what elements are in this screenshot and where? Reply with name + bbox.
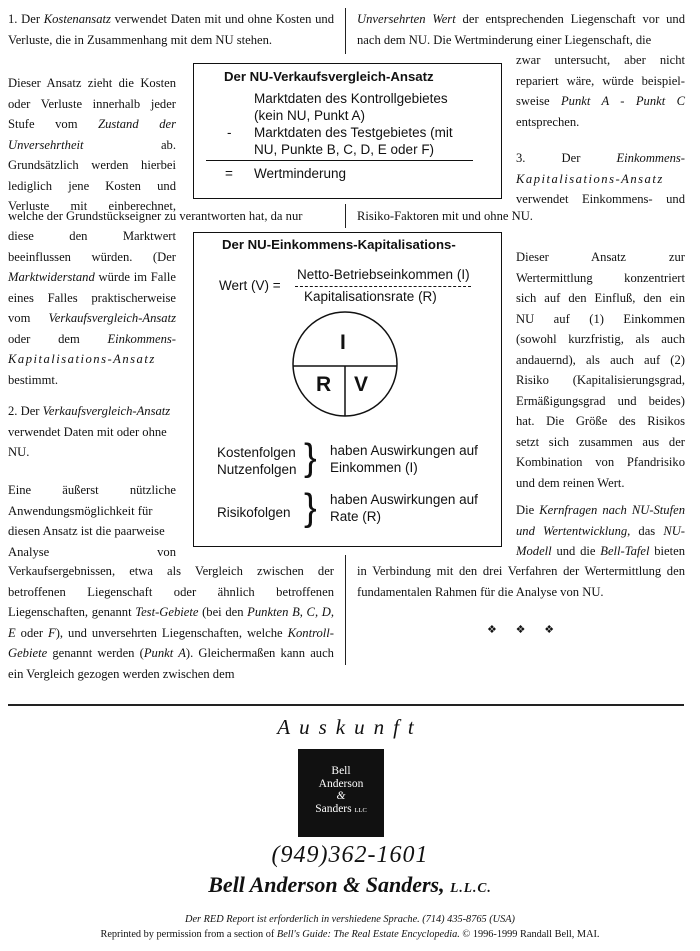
circle-label-r: R (316, 373, 332, 396)
footer-divider (8, 704, 684, 706)
box1-result: Wertminderung (254, 166, 347, 181)
column-divider-top (345, 8, 346, 54)
left-paragraph-2a: Dieser Ansatz zieht die Kosten oder Verluste innerhalb jeder Stufe vom Zustand der Unversehrtheit ab. Grundsätzlich werden hierbei lediglich jene Kosten und Verluste mit einberechnet, (8, 76, 176, 213)
box1-line4: NU, Punkte B, C, D, E oder F) (254, 142, 435, 157)
box1-line1: Marktdaten des Kontrollgebietes (254, 91, 448, 106)
right-paragraph-2b: Risiko-Faktoren mit und ohne NU. (357, 209, 533, 223)
right-paragraph-1: Unversehrten Wert der entsprechenden Liegenschaft vor und nach dem NU. Die Wertminderung einer Liegenschaft, die (357, 12, 686, 47)
rate-effect-line1: haben Auswirkungen auf (330, 492, 478, 507)
right-paragraph-1b: zwar untersucht, aber nicht repariert wäre, würde beispiel- sweise Punkt A - Punkt C entsprechen. (516, 53, 685, 129)
left-paragraph-2c: diese den Marktwert beeinflussen würden. (Der Marktwiderstand würde im Falle eines Falles praktischerweise vom Verkaufsvergleich-Ansatz oder dem Einkommens- Kapitalisations-Ansatz bestimmt. (8, 229, 176, 387)
left-paragraph-4a: Eine äußerst nützliche Anwendungsmöglichkeit für diesen Ansatz ist die paarweise Analyse von (8, 483, 176, 559)
left-paragraph-1: 1. Der Kostenansatz verwendet Daten mit und ohne Kosten und Verluste, die in Zusammenhang mit dem NU stehen. (8, 12, 334, 47)
left-paragraph-4b: Verkaufsergebnissen, etwa als Vergleich zwischen der betroffenen Liegenschaft oder ähnlich betroffenen Liegenschaften, genannt Test-Gebiete (bei den Punkten B, C, D, E oder F), und unversehrten Liegenschaften, welche Kontroll-Gebiete genannt werden (Punkt A). Gleichermaßen kann auch ein Vergleich gezogen werden zwischen dem (8, 564, 334, 681)
company-name: Bell Anderson & Sanders, L.L.C. (208, 872, 492, 897)
box1-title: Der NU-Verkaufsvergleich-Ansatz (224, 69, 434, 84)
box1-minus: - (227, 125, 232, 140)
brace-2: } (304, 487, 317, 529)
cost-consequences-label: Kostenfolgen (217, 445, 296, 460)
footer-note-2: Reprinted by permission from a section of Bell's Guide: The Real Estate Encyclopedia. © 1996-1999 Randall Bell, MAI. (100, 929, 600, 940)
irv-circle-diagram (290, 309, 400, 419)
box1-line3: Marktdaten des Testgebietes (mit (254, 125, 453, 140)
column-divider-mid (345, 204, 346, 228)
left-paragraph-2b: welche der Grundstückseigner zu verantworten hat, da nur (8, 209, 303, 223)
income-effect-line2: Einkommen (I) (330, 460, 418, 475)
box1-equals: = (225, 166, 233, 181)
circle-label-i: I (340, 331, 346, 354)
box1-rule (206, 160, 473, 161)
box2-denominator: Kapitalisationsrate (R) (304, 289, 437, 304)
risk-consequences-label: Risikofolgen (217, 505, 291, 520)
column-divider-bottom (345, 555, 346, 665)
circle-label-v: V (354, 373, 369, 396)
fraction-line (295, 286, 471, 287)
income-effect-line1: haben Auswirkungen auf (330, 443, 478, 458)
income-capitalization-box (193, 232, 502, 547)
sales-comparison-box (193, 63, 502, 199)
right-paragraph-4b: in Verbindung mit den drei Verfahren der Wertermittlung den fundamentalen Rahmen für die Analyse von NU. (357, 564, 685, 599)
rate-effect-line2: Rate (R) (330, 509, 382, 524)
benefit-consequences-label: Nutzenfolgen (217, 462, 297, 477)
right-paragraph-2a: 3. Der Einkommens- Kapitalisations-Ansatz verwendet Einkommens- und (516, 151, 685, 206)
right-paragraph-3: Dieser Ansatz zur Wertermittlung konzentriert sich auf den Einfluß, den ein NU auf (1) Einkommen (sowohl kurzfristig, als auch andauernd), als auch auf (2) Risiko (Kapitalisierungsgrad, Ermäßigungsgrad und beides) hat. Die Größe des Risikos setzt sich zusammen aus der Kombination von Pfandrisiko und dem reinen Wert. (516, 250, 685, 490)
phone-number: (949)362-1601 (271, 842, 429, 868)
auskunft-heading: Auskunft (277, 715, 423, 739)
brace-1: } (304, 437, 317, 479)
left-paragraph-3: 2. Der Verkaufsvergleich-Ansatz verwendet Daten mit oder ohne NU. (8, 404, 171, 459)
box1-line2: (kein NU, Punkt A) (254, 108, 366, 123)
company-logo: Bell Anderson & Sanders LLC (298, 749, 384, 837)
box2-value-label: Wert (V) = (219, 278, 281, 293)
right-paragraph-4a: Die Kernfragen nach NU-Stufen und Wertentwicklung, das NU- Modell und die Bell-Tafel bieten (516, 503, 686, 558)
box2-numerator: Netto-Betriebseinkommen (I) (297, 267, 470, 282)
ornament: ❖ ❖ ❖ (487, 624, 563, 636)
box2-title: Der NU-Einkommens-Kapitalisations- (222, 237, 456, 252)
footer-note-1: Der RED Report ist erforderlich in vershiedene Sprache. (714) 435-8765 (USA) (185, 914, 515, 925)
